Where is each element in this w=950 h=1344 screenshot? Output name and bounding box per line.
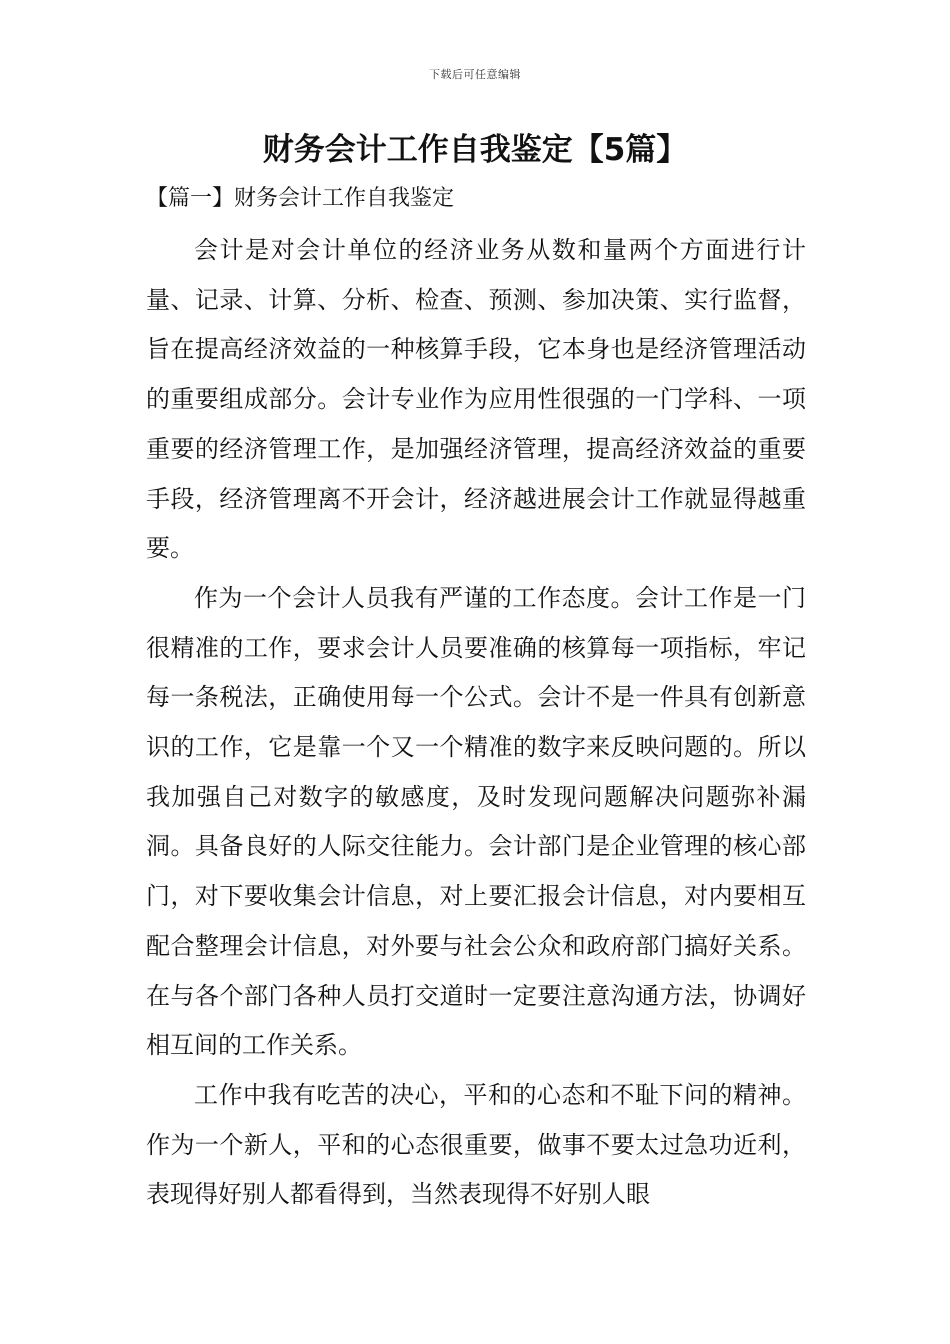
body-text	[146, 226, 806, 1220]
paragraph: 工作中我有吃苦的决心，平和的心态和不耻下问的精神。作为一个新人，平和的心态很重要，做事不要太过急功近利，表现得好别人都看得到，当然表现得不好别人眼	[146, 1080, 806, 1209]
paragraph: 会计是对会计单位的经济业务从数和量两个方面进行计量、记录、计算、分析、检查、预测、参加决策、实行监督，旨在提高经济效益的一种核算手段，它本身也是经济管理活动的重要组成部分。会计专业作为应用性很强的一门学科、一项重要的经济管理工作，是加强经济管理，提高经济效益的重要手段，经济管理离不开会计，经济越进展会计工作就显得越重要。	[146, 236, 806, 563]
document-title: 财务会计工作自我鉴定【5篇】	[262, 132, 688, 168]
section-heading: 【篇一】财务会计工作自我鉴定	[146, 186, 455, 211]
paragraph: 作为一个会计人员我有严谨的工作态度。会计工作是一门很精准的工作，要求会计人员要准确的核算每一项指标，牢记每一条税法，正确使用每一个公式。会计不是一件具有创新意识的工作，它是靠一个又一个精准的数字来反映问题的。所以我加强自己对数字的敏感度，及时发现问题解决问题弥补漏洞。具备良好的人际交往能力。会计部门是企业管理的核心部门，对下要收集会计信息，对上要汇报会计信息，对内要相互配合整理会计信息，对外要与社会公众和政府部门搞好关系。在与各个部门各种人员打交道时一定要注意沟通方法，协调好相互间的工作关系。	[146, 583, 806, 1060]
header-note: 下载后可任意编辑	[429, 68, 521, 81]
